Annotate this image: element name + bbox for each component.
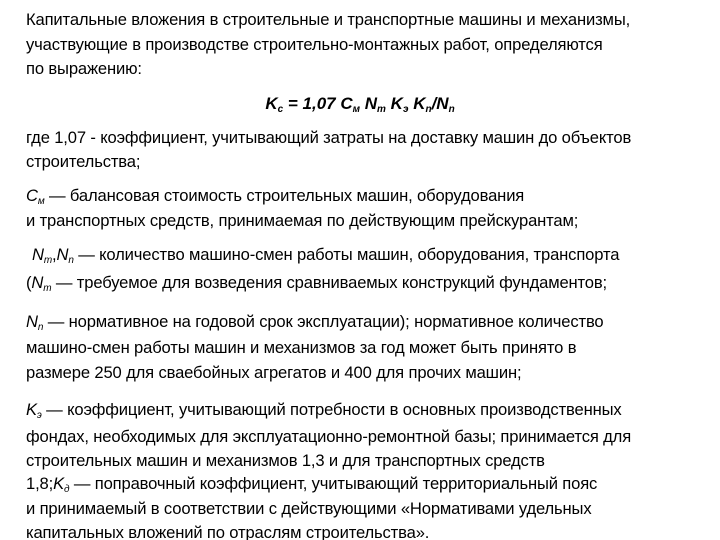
def-nn-line-3: размере 250 для сваебойных агрегатов и 400 для прочих машин;	[26, 363, 522, 382]
formula-k3-sub: n	[425, 104, 432, 115]
nm-paren: (	[26, 273, 32, 292]
capital-investment-formula	[0, 94, 720, 114]
nn2-symbol: N	[26, 312, 38, 331]
kd-text-1: — поправочный коэффициент, учитывающий территориальный пояс	[69, 474, 598, 493]
cm-symbol-sub: м	[37, 196, 45, 207]
ke-symbol: K	[26, 400, 37, 419]
nm-symbol: N	[32, 245, 44, 264]
def-kd-line-3: капитальных вложений по отраслям строительства».	[26, 523, 430, 540]
nn2-symbol-sub: n	[37, 322, 44, 333]
nm2-symbol: N	[31, 273, 44, 292]
formula-k-sub: c	[277, 104, 284, 115]
def-nn-line-1	[26, 312, 706, 332]
def-nm-line-2	[26, 273, 706, 293]
nn-symbol: N	[56, 245, 69, 264]
nm2-symbol-sub: m	[43, 283, 52, 294]
formula-c: C	[340, 94, 353, 113]
def-coef-line-1: где 1,07 - коэффициент, учитывающий затраты на доставку машин до объектов	[26, 128, 632, 147]
kd-symbol: K	[53, 474, 64, 493]
formula-c-sub: м	[352, 104, 361, 115]
nm-symbol-sub: m	[43, 255, 53, 266]
cm-text-1: — балансовая стоимость строительных машин, оборудования	[44, 186, 525, 205]
formula-n1-sub: m	[377, 104, 386, 115]
formula-n1: N	[360, 94, 378, 113]
formula-n2-sub: n	[448, 104, 455, 115]
nn-symbol-sub: n	[68, 255, 74, 266]
nn-text-1: — нормативное на годовой срок эксплуатации); нормативное количество	[43, 312, 604, 331]
kd-symbol-sub: д	[64, 484, 70, 495]
def-ke-line-2: фондах, необходимых для эксплуатационно-ремонтной базы; принимается для	[26, 427, 632, 446]
formula-k3: K	[408, 94, 426, 113]
formula-slash-n: /N	[431, 94, 449, 113]
intro-line-1: Капитальные вложения в строительные и транспортные машины и механизмы,	[26, 10, 631, 29]
nm-comma: ,	[52, 245, 57, 264]
def-ke-line-1	[26, 400, 706, 420]
def-nm-line-1	[32, 245, 712, 265]
def-cm-line-1	[26, 186, 706, 206]
nm-text-2: — требуемое для возведения сравниваемых конструкций фундаментов;	[51, 273, 608, 292]
def-kd-line-2: и принимаемый в соответствии с действующими «Нормативами удельных	[26, 499, 592, 518]
formula-k: K	[265, 94, 278, 113]
def-coef-line-2: строительства;	[26, 152, 141, 171]
def-ke-line-3: строительных машин и механизмов 1,3 и для транспортных средств	[26, 451, 545, 470]
cm-symbol: C	[26, 186, 38, 205]
intro-line-3: по выражению:	[26, 59, 142, 78]
def-cm-line-2: и транспортных средств, принимаемая по действующим прейскурантам;	[26, 211, 579, 230]
formula-k2-sub: э	[402, 104, 409, 115]
kd-prefix: 1,8;	[26, 474, 54, 493]
def-kd-line-1	[26, 474, 706, 494]
ke-text-1: — коэффициент, учитывающий потребности в основных производственных	[41, 400, 622, 419]
nm-text-1: — количество машино-смен работы машин, оборудования, транспорта	[73, 245, 620, 264]
formula-eq: = 1,07	[283, 94, 341, 113]
formula-k2: K	[385, 94, 403, 113]
intro-line-2: участвующие в производстве строительно-монтажных работ, определяются	[26, 35, 603, 54]
def-nn-line-2: машино-смен работы машин и механизмов за год может быть принято в	[26, 338, 577, 357]
ke-symbol-sub: э	[36, 410, 42, 421]
